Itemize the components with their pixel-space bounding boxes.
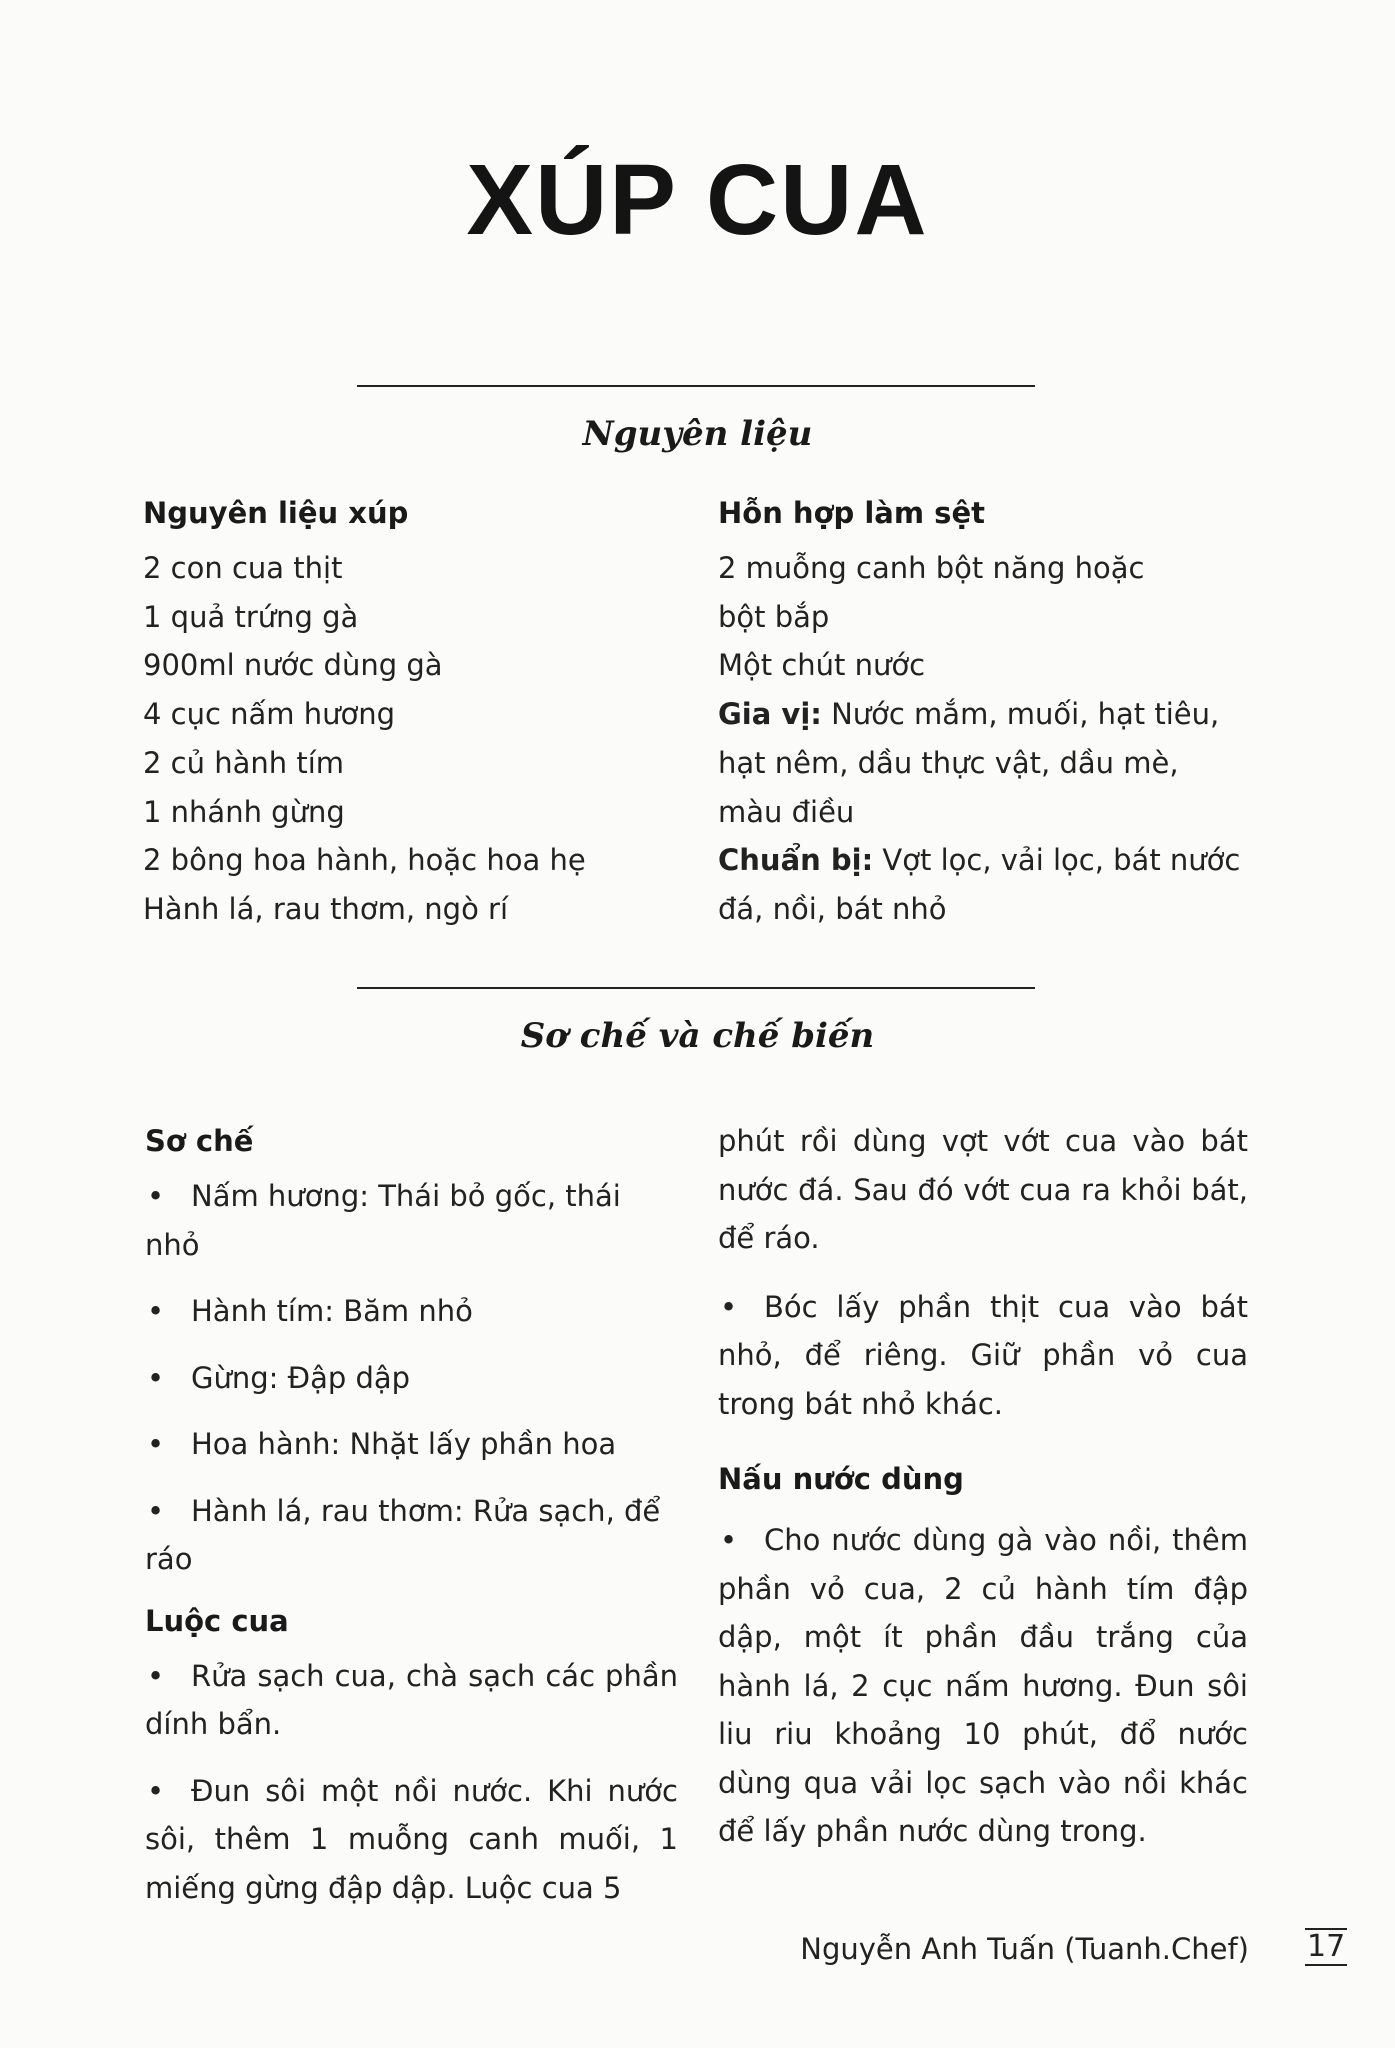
list-item: 1 quả trứng gà <box>143 599 359 634</box>
list-item-text: Bóc lấy phần thịt cua vào bát nhỏ, để riêng. Giữ phần vỏ cua trong bát nhỏ khác. <box>718 1289 1248 1421</box>
prep-label: Chuẩn bị: <box>718 843 874 878</box>
list-item <box>145 1287 678 1336</box>
list-item-text: Hành lá, rau thơm: Rửa sạch, để ráo <box>145 1493 661 1576</box>
list-item-text: Rửa sạch cua, chà sạch các phần dính bẩn. <box>145 1658 678 1741</box>
list-item <box>145 1767 678 1913</box>
page-title: XÚP CUA <box>466 144 929 256</box>
list-item: Một chút nước <box>718 648 926 683</box>
spice-line-3: màu điều <box>718 794 855 829</box>
spice-label: Gia vị: <box>718 697 822 732</box>
list-item-text: Đun sôi một nồi nước. Khi nước sôi, thêm 1 muỗng canh muối, 1 miếng gừng đập dập. Luộc cua 5 <box>145 1773 678 1905</box>
preparation-right-column <box>718 1117 1248 1874</box>
thickener-heading: Hỗn hợp làm sệt <box>718 496 985 530</box>
prep-line-2: đá, nồi, bát nhỏ <box>718 891 947 926</box>
list-item: 2 con cua thịt <box>143 551 343 585</box>
list-item <box>145 1354 678 1403</box>
list-item-text: Gừng: Đập dập <box>191 1360 411 1395</box>
divider-top <box>357 385 1035 387</box>
spice-line-2: hạt nêm, dầu thực vật, dầu mè, <box>718 745 1179 780</box>
prep-text: Vợt lọc, vải lọc, bát nước <box>873 843 1241 878</box>
list-item: 1 nhánh gừng <box>143 794 345 829</box>
footer-author: Nguyễn Anh Tuấn (Tuanh.Chef) <box>800 1932 1249 1966</box>
list-item <box>145 1420 678 1469</box>
page-number: 17 <box>1307 1929 1346 1964</box>
list-item <box>718 1283 1248 1429</box>
list-item-text: Hành tím: Băm nhỏ <box>191 1294 473 1328</box>
list-item: Hành lá, rau thơm, ngò rí <box>143 891 509 926</box>
luoc-cua-heading: Luộc cua <box>145 1603 289 1638</box>
spice-text: Nước mắm, muối, hạt tiêu, <box>821 697 1220 732</box>
list-item: 2 bông hoa hành, hoặc hoa hẹ <box>143 843 586 878</box>
nau-nuoc-dung-heading: Nấu nước dùng <box>718 1462 964 1496</box>
ingredients-soup-heading: Nguyên liệu xúp <box>143 496 409 530</box>
section-heading-preparation: Sơ chế và chế biến <box>520 1016 875 1056</box>
spice-line <box>718 690 1278 739</box>
list-item: 4 cục nấm hương <box>143 697 396 732</box>
list-item <box>145 1652 678 1749</box>
list-item: 2 muỗng canh bột năng hoặc <box>718 551 1145 585</box>
luoc-cua-continued: phút rồi dùng vợt vớt cua vào bát nước đá. Sau đó vớt cua ra khỏi bát, để ráo. <box>718 1124 1248 1255</box>
list-item: 900ml nước dùng gà <box>143 648 443 683</box>
preparation-left-column <box>145 1124 678 1930</box>
prep-line <box>718 836 1278 885</box>
list-item <box>145 1172 678 1269</box>
list-item: 2 củ hành tím <box>143 745 345 780</box>
list-item <box>718 1516 1248 1856</box>
list-item-text: Cho nước dùng gà vào nồi, thêm phần vỏ cua, 2 củ hành tím đập dập, một ít phần đầu trắng của hành lá, 2 cục nấm hương. Đun sôi liu riu khoảng 10 phút, đổ nước dùng qua vải lọc sạch vào nồi khác để lấy phần nước dùng trong. <box>718 1523 1248 1848</box>
so-che-heading: Sơ chế <box>145 1124 254 1158</box>
list-item-text: Nấm hương: Thái bỏ gốc, thái nhỏ <box>145 1179 621 1262</box>
ingredients-right-column <box>718 496 1278 934</box>
ingredients-left-column <box>143 496 703 934</box>
list-item <box>145 1487 678 1584</box>
list-item-text: Hoa hành: Nhặt lấy phần hoa <box>191 1427 617 1461</box>
list-item: bột bắp <box>718 599 830 634</box>
divider-middle <box>357 987 1035 989</box>
section-heading-ingredients: Nguyên liệu <box>582 414 813 454</box>
